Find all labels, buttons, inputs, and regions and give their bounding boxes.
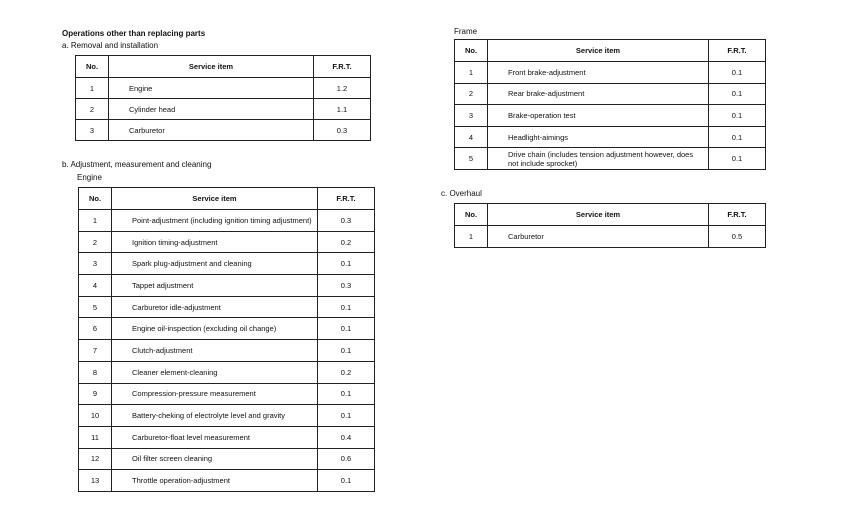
service-item: Point-adjustment (including ignition timing adjustment)	[112, 210, 318, 232]
service-item: Brake-operation test	[488, 105, 709, 127]
service-item: Drive chain (includes tension adjustment however, does not include sprocket)	[488, 148, 709, 170]
service-item: Front brake-adjustment	[488, 62, 709, 84]
table-row	[455, 105, 766, 127]
row-number: 3	[455, 105, 488, 127]
table-row	[79, 253, 375, 275]
row-number: 2	[79, 231, 112, 253]
table-row	[79, 210, 375, 232]
table-header-row	[455, 204, 766, 226]
table-row	[455, 83, 766, 105]
service-item: Tappet adjustment	[112, 275, 318, 297]
col-frt-header: F.R.T.	[709, 204, 766, 226]
service-item: Ignition timing-adjustment	[112, 231, 318, 253]
row-number: 12	[79, 448, 112, 470]
row-number: 4	[79, 275, 112, 297]
row-number: 1	[76, 78, 109, 99]
frt-value: 0.1	[318, 405, 375, 427]
frt-value: 0.1	[709, 83, 766, 105]
service-item: Throttle operation-adjustment	[112, 470, 318, 492]
table-header-row	[79, 188, 375, 210]
col-frt-header: F.R.T.	[318, 188, 375, 210]
frt-value: 0.3	[314, 120, 371, 141]
page-heading: Operations other than replacing parts	[62, 29, 206, 38]
col-no-header: No.	[455, 40, 488, 62]
row-number: 10	[79, 405, 112, 427]
table-row	[79, 340, 375, 362]
removal-table	[75, 55, 371, 141]
col-item-header: Service item	[488, 204, 709, 226]
row-number: 9	[79, 383, 112, 405]
table-row	[79, 361, 375, 383]
service-item: Headlight-aimings	[488, 126, 709, 148]
service-item: Carburetor-float level measurement	[112, 426, 318, 448]
col-item-header: Service item	[488, 40, 709, 62]
section-c-label: c. Overhaul	[441, 189, 482, 198]
service-item: Oil filter screen cleaning	[112, 448, 318, 470]
frt-value: 0.1	[318, 340, 375, 362]
row-number: 1	[455, 62, 488, 84]
frt-value: 1.1	[314, 99, 371, 120]
frt-value: 0.6	[318, 448, 375, 470]
frt-value: 0.1	[318, 253, 375, 275]
frame-label: Frame	[454, 27, 478, 36]
frt-value: 0.1	[318, 296, 375, 318]
frt-value: 0.2	[318, 231, 375, 253]
col-item-header: Service item	[112, 188, 318, 210]
row-number: 6	[79, 318, 112, 340]
table-header-row	[455, 40, 766, 62]
row-number: 8	[79, 361, 112, 383]
table-row	[79, 318, 375, 340]
table-row	[76, 78, 371, 99]
overhaul-table	[454, 203, 766, 248]
section-a-label: a. Removal and installation	[62, 41, 159, 50]
table-row	[79, 470, 375, 492]
engine-table	[78, 187, 375, 492]
row-number: 2	[76, 99, 109, 120]
row-number: 5	[455, 148, 488, 170]
table-row	[79, 448, 375, 470]
frt-value: 0.1	[709, 105, 766, 127]
row-number: 1	[79, 210, 112, 232]
removal-table-body	[76, 78, 371, 141]
frt-value: 0.1	[709, 148, 766, 170]
col-no-header: No.	[76, 56, 109, 78]
overhaul-table-body	[455, 226, 766, 248]
service-item: Engine	[109, 78, 314, 99]
row-number: 3	[76, 120, 109, 141]
col-item-header: Service item	[109, 56, 314, 78]
table-row	[455, 148, 766, 170]
col-no-header: No.	[455, 204, 488, 226]
frame-table	[454, 39, 766, 170]
table-row	[455, 62, 766, 84]
frame-table-body	[455, 62, 766, 170]
table-row	[79, 275, 375, 297]
table-row	[76, 99, 371, 120]
row-number: 4	[455, 126, 488, 148]
row-number: 3	[79, 253, 112, 275]
frt-value: 0.3	[318, 210, 375, 232]
row-number: 1	[455, 226, 488, 248]
row-number: 13	[79, 470, 112, 492]
table-row	[455, 126, 766, 148]
service-item: Carburetor	[109, 120, 314, 141]
service-item: Cylinder head	[109, 99, 314, 120]
table-row	[79, 231, 375, 253]
col-frt-header: F.R.T.	[709, 40, 766, 62]
frt-value: 0.1	[318, 470, 375, 492]
table-row	[76, 120, 371, 141]
engine-label: Engine	[77, 173, 102, 182]
service-item: Clutch-adjustment	[112, 340, 318, 362]
row-number: 11	[79, 426, 112, 448]
table-row	[79, 426, 375, 448]
service-item: Carburetor idle-adjustment	[112, 296, 318, 318]
frt-value: 0.5	[709, 226, 766, 248]
engine-table-body	[79, 210, 375, 492]
row-number: 7	[79, 340, 112, 362]
row-number: 5	[79, 296, 112, 318]
frt-value: 0.1	[709, 62, 766, 84]
col-frt-header: F.R.T.	[314, 56, 371, 78]
frt-value: 0.1	[318, 383, 375, 405]
section-b-label: b. Adjustment, measurement and cleaning	[62, 160, 212, 169]
table-row	[79, 383, 375, 405]
frt-value: 0.1	[709, 126, 766, 148]
table-row	[79, 296, 375, 318]
table-row	[79, 405, 375, 427]
frt-value: 0.1	[318, 318, 375, 340]
col-no-header: No.	[79, 188, 112, 210]
service-item: Carburetor	[488, 226, 709, 248]
frt-value: 0.2	[318, 361, 375, 383]
service-item: Rear brake-adjustment	[488, 83, 709, 105]
service-item: Spark plug-adjustment and cleaning	[112, 253, 318, 275]
frt-value: 0.3	[318, 275, 375, 297]
service-item: Compression-pressure measurement	[112, 383, 318, 405]
frt-value: 0.4	[318, 426, 375, 448]
row-number: 2	[455, 83, 488, 105]
service-item: Battery-cheking of electrolyte level and gravity	[112, 405, 318, 427]
service-item: Engine oil-inspection (excluding oil change)	[112, 318, 318, 340]
table-header-row	[76, 56, 371, 78]
frt-value: 1.2	[314, 78, 371, 99]
service-item: Cleaner element-cleaning	[112, 361, 318, 383]
table-row	[455, 226, 766, 248]
